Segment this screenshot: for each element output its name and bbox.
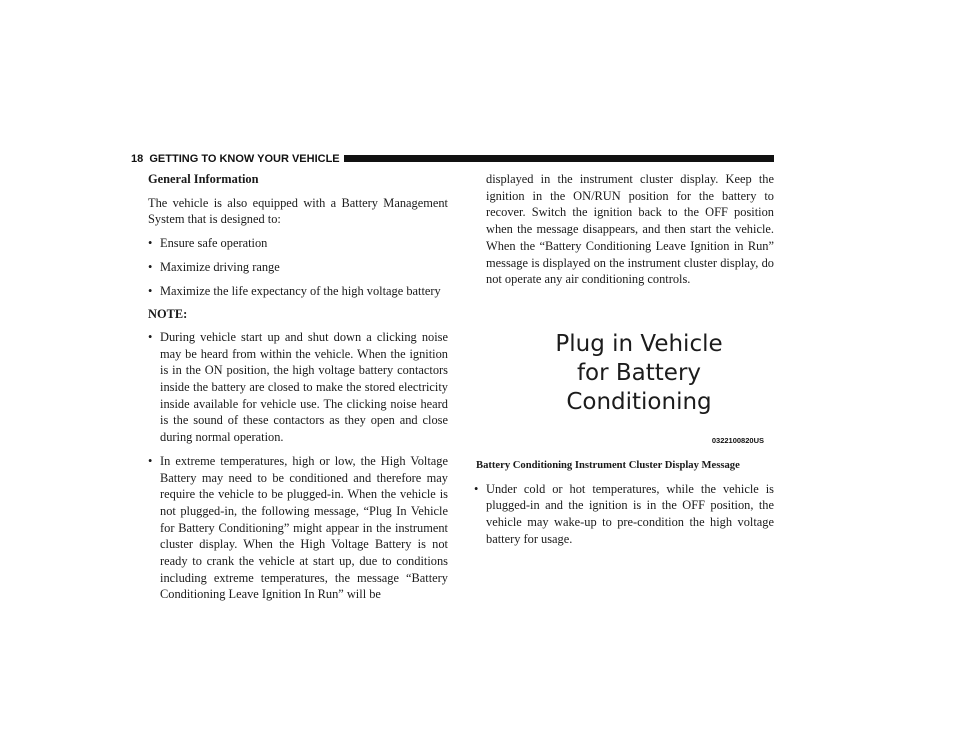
note-item: • In extreme temperatures, high or low, the High Voltage Battery may need to be conditioned and therefore may require the vehicle to be plugged-in. When the vehicle is not plugged-in, the following message, “Plug In Vehicle for Battery Conditioning” might appear in the instrument cluster display. When the High Voltage Battery is not ready to crank the vehicle at start up, due to conditions including extreme temperatures, the message “Battery Conditioning Leave Ignition In Run” will be <box>148 453 448 602</box>
section-heading: General Information <box>148 172 259 186</box>
right-list <box>474 481 774 548</box>
note-list <box>148 329 448 603</box>
intro-paragraph: The vehicle is also equipped with a Battery Management System that is designed to: <box>148 195 448 227</box>
display-line: Plug in Vehicle <box>555 330 723 357</box>
bullet-icon: • <box>148 283 153 298</box>
list-item: • Maximize driving range <box>148 259 280 274</box>
bullet-icon: • <box>148 259 153 274</box>
right-column <box>474 171 774 554</box>
feature-list <box>148 235 448 299</box>
list-item: • Under cold or hot temperatures, while the vehicle is plugged-in and the ignition is in the OFF position, the vehicle may wake-up to pre-condition the high voltage battery for usage. <box>474 481 774 546</box>
page-number: 18 <box>131 153 144 165</box>
section-title: GETTING TO KNOW YOUR VEHICLE <box>149 153 340 165</box>
bullet-icon: • <box>148 236 153 251</box>
page-header <box>131 153 774 165</box>
list-item: • Maximize the life expectancy of the high voltage battery <box>148 283 441 298</box>
continued-paragraph: displayed in the instrument cluster display. Keep the ignition in the ON/RUN position for the battery to recover. Switch the ignition back to the OFF position when the message disappears, and then start the vehicle. When the “Battery Conditioning Leave Ignition in Run” message is displayed on the instrument cluster display, do not operate any air conditioning controls. <box>486 172 774 287</box>
display-line: for Battery <box>576 359 702 386</box>
cluster-display-figure <box>474 312 774 452</box>
bullet-icon: • <box>148 329 153 344</box>
left-column <box>148 171 448 610</box>
list-item: • Ensure safe operation <box>148 236 268 251</box>
header-rule <box>344 155 774 162</box>
bullet-icon: • <box>148 453 153 468</box>
note-label: NOTE: <box>148 307 188 322</box>
figure-caption: Battery Conditioning Instrument Cluster Display Message <box>476 459 740 471</box>
display-message <box>514 330 764 417</box>
bullet-icon: • <box>474 481 479 496</box>
figure-code: 0322100820US <box>711 436 764 446</box>
header-text <box>131 153 340 165</box>
display-line: Conditioning <box>566 388 712 415</box>
note-item: • During vehicle start up and shut down a clicking noise may be heard from within the vehicle. When the ignition is in the ON position, the high voltage battery contactors inside the battery are closed to make the stored electricity inside available for vehicle use. The clicking noise heard is the sound of these contactors as they open and close during normal operation. <box>148 329 448 445</box>
